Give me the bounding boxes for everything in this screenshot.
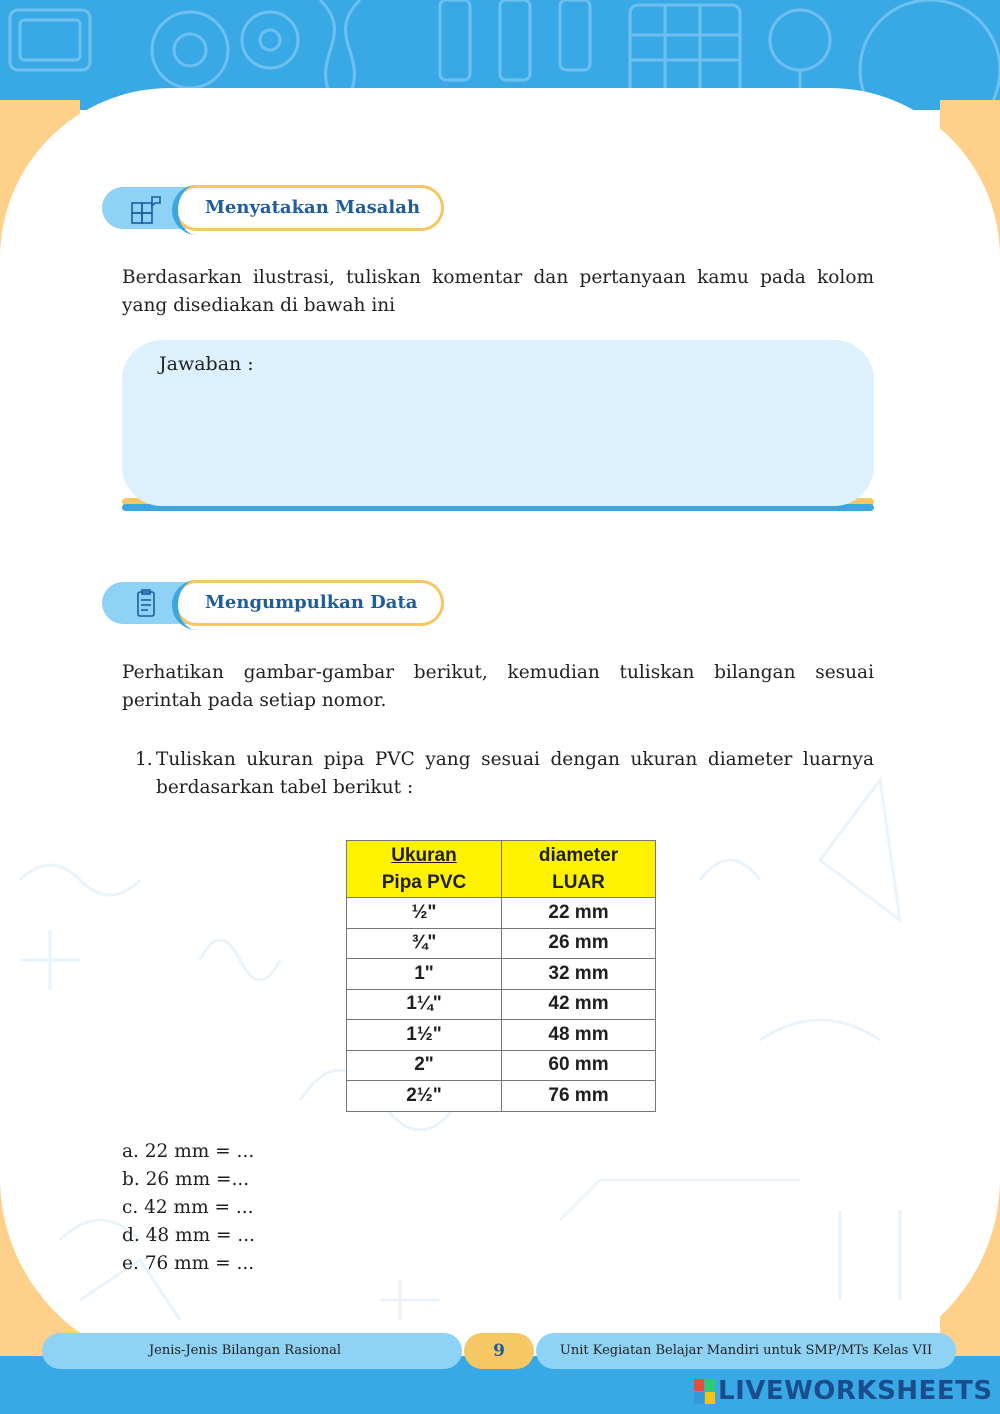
diameter-cell: 22 mm [502,898,656,929]
column-header-size: Ukuran Pipa PVC [347,841,502,898]
puzzle-thinking-icon [128,193,164,225]
table-row [347,989,656,1020]
table-row [347,1081,656,1112]
clipboard-icon [128,588,164,620]
section-header-menyatakan-masalah [102,185,442,231]
diameter-cell: 76 mm [502,1081,656,1112]
answer-label: Jawaban : [159,353,254,375]
answer-item-e[interactable]: e. 76 mm = ... [122,1253,255,1274]
diameter-cell: 42 mm [502,989,656,1020]
size-cell: ¾" [347,928,502,959]
footer-chapter-title: Jenis-Jenis Bilangan Rasional [42,1333,462,1369]
section-title-frame [174,185,444,231]
section-title: Mengumpulkan Data [205,592,418,613]
question-number: 1. [135,749,153,770]
size-cell: 2" [347,1050,502,1081]
table-row [347,1020,656,1051]
liveworksheets-logo-icon [694,1379,716,1405]
size-cell: 1" [347,959,502,990]
diameter-cell: 48 mm [502,1020,656,1051]
page-number: 9 [464,1333,534,1369]
section-title: Menyatakan Masalah [205,197,421,218]
answer-item-b[interactable]: b. 26 mm =... [122,1169,250,1190]
diameter-cell: 32 mm [502,959,656,990]
table-row [347,1050,656,1081]
answer-list [122,1138,255,1278]
table-row [347,959,656,990]
section-title-frame [174,580,444,626]
table-row [347,928,656,959]
table-header-row [347,841,656,898]
question-text: Tuliskan ukuran pipa PVC yang sesuai dengan ukuran diameter luarnya berdasarkan tabel berikut : [156,749,874,798]
size-cell: 1½" [347,1020,502,1051]
section-header-mengumpulkan-data [102,580,442,626]
table-row [347,898,656,929]
diameter-cell: 26 mm [502,928,656,959]
instruction-text: Berdasarkan ilustrasi, tuliskan komentar dan pertanyaan kamu pada kolom yang disediakan di bawah ini [122,267,874,316]
answer-input-area[interactable] [122,340,874,506]
size-cell: 1¼" [347,989,502,1020]
size-cell: 2½" [347,1081,502,1112]
answer-item-d[interactable]: d. 48 mm = ... [122,1225,256,1246]
column-header-diameter: diameter LUAR [502,841,656,898]
pvc-size-table [346,840,656,1112]
answer-item-a[interactable]: a. 22 mm = ... [122,1141,255,1162]
instruction-text: Perhatikan gambar-gambar berikut, kemudian tuliskan bilangan sesuai perintah pada setiap nomor. [122,662,874,711]
size-cell: ½" [347,898,502,929]
liveworksheets-logo-text: LIVEWORKSHEETS [718,1376,993,1406]
answer-box[interactable] [122,340,874,510]
answer-item-c[interactable]: c. 42 mm = ... [122,1197,254,1218]
diameter-cell: 60 mm [502,1050,656,1081]
footer-book-title: Unit Kegiatan Belajar Mandiri untuk SMP/MTs Kelas VII [536,1333,956,1369]
